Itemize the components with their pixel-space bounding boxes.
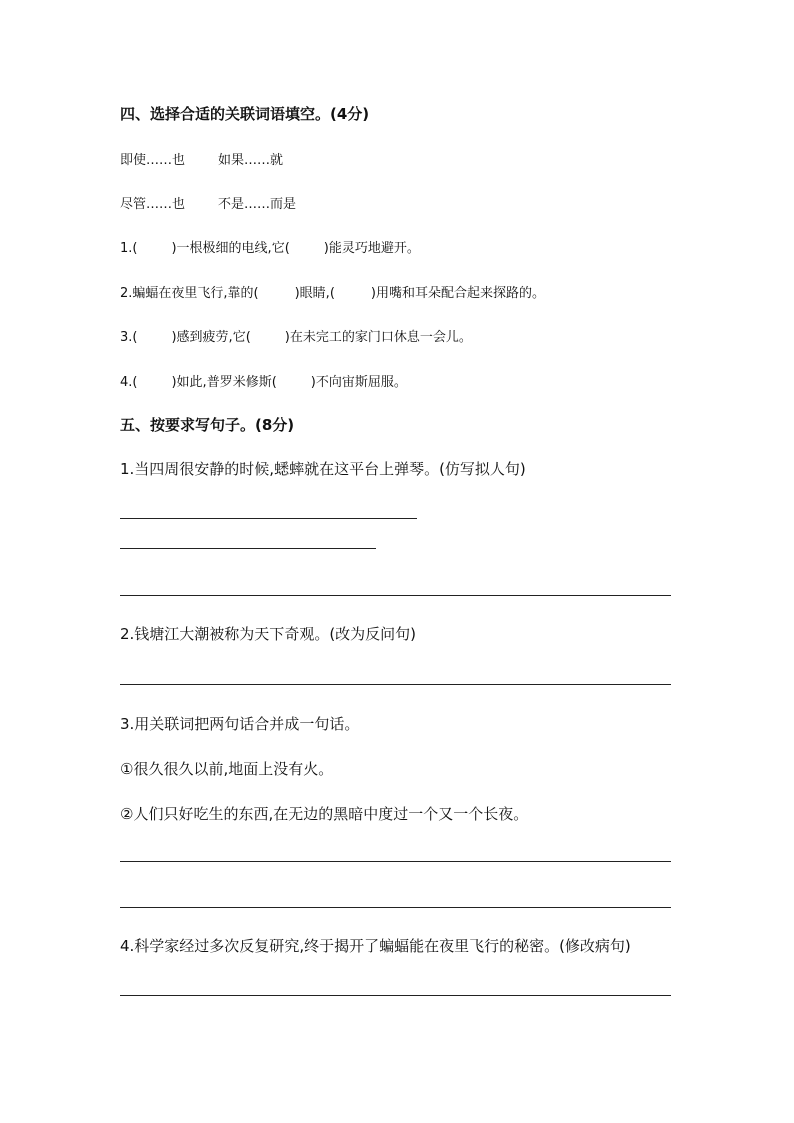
q1-number: 1.( [120,241,138,256]
s5-question-2: 2.钱塘江大潮被称为天下奇观。(改为反问句) [120,625,417,643]
answer-line-3b[interactable] [120,907,671,908]
section4-heading: 四、选择合适的关联词语填空。(4分) [120,105,370,123]
answer-line-4[interactable] [120,995,671,996]
q4-number: 4.( [120,375,138,390]
answer-line-1c[interactable] [120,595,671,596]
q3-number: 3.( [120,330,138,345]
section5-heading: 五、按要求写句子。(8分) [120,416,295,434]
q1-part-1: )一根极细的电线,它( [171,241,290,256]
s5-question-3: 3.用关联词把两句话合并成一句话。 [120,715,360,733]
q4-part-2: )不向宙斯屈服。 [310,375,407,390]
s5-question-4: 4.科学家经过多次反复研究,终于揭开了蝙蝠能在夜里飞行的秘密。(修改病句) [120,937,631,955]
answer-line-2[interactable] [120,684,671,685]
answer-line-1b[interactable] [120,548,376,549]
s4-question-3 [120,326,472,345]
s5-question-3-sentence-1: ①很久很久以前,地面上没有火。 [120,760,334,778]
s5-question-3-sentence-2: ②人们只好吃生的东西,在无边的黑暗中度过一个又一个长夜。 [120,805,529,823]
q2-part-2: )用嘴和耳朵配合起来探路的。 [370,286,545,301]
s4-question-1 [120,237,420,256]
answer-line-3a[interactable] [120,861,671,862]
option-1b: 如果……就 [218,153,284,168]
q2-number: 2.蝙蝠在夜里飞行,靠的( [120,286,259,301]
option-2b: 不是……而是 [218,197,297,212]
option-1a: 即使……也 [120,153,186,168]
s5-question-1: 1.当四周很安静的时候,蟋蟀就在这平台上弹琴。(仿写拟人句) [120,460,526,478]
q3-part-1: )感到疲劳,它( [171,330,251,345]
q4-part-1: )如此,普罗米修斯( [171,375,277,390]
s4-question-2 [120,282,545,301]
option-2a: 尽管……也 [120,197,186,212]
answer-line-1a[interactable] [120,518,417,519]
q1-part-2: )能灵巧地避开。 [323,241,420,256]
s4-question-4 [120,371,407,390]
q2-part-1: )眼睛,( [294,286,335,301]
q3-part-2: )在未完工的家门口休息一会儿。 [284,330,472,345]
